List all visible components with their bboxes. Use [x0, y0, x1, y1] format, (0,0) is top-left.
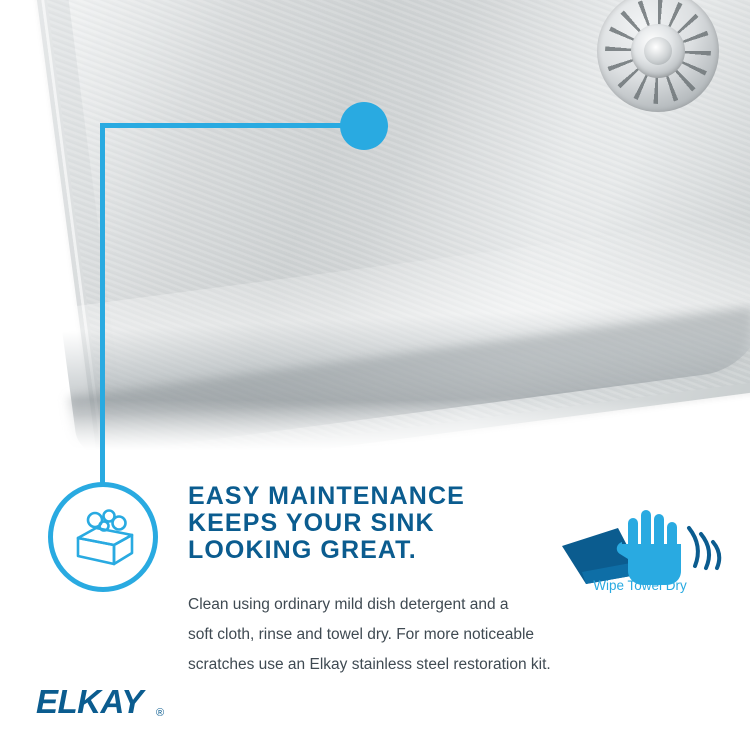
- body-line-1: Clean using ordinary mild dish detergent and a: [188, 596, 509, 613]
- photo-bottom-fade: [0, 400, 750, 470]
- body-line-3: scratches use an Elkay stainless steel restoration kit.: [188, 656, 551, 673]
- registered-mark: ®: [156, 707, 165, 719]
- body-line-2: soft cloth, rinse and towel dry. For more noticeable: [188, 626, 535, 643]
- headline-line-1: EASY MAINTENANCE: [188, 482, 465, 510]
- headline-line-3: LOOKING GREAT.: [188, 536, 417, 564]
- sponge-icon: [48, 482, 158, 592]
- body-copy: [188, 590, 560, 680]
- headline-line-2: KEEPS YOUR SINK: [188, 509, 435, 537]
- sink-drain: [597, 0, 719, 112]
- drain-hub-center: [644, 37, 672, 65]
- page-title: [188, 483, 518, 564]
- wipe-caption: Wipe Towel Dry: [593, 578, 687, 593]
- logo-wordmark: ELKAY: [36, 684, 143, 720]
- elkay-logo: [36, 684, 196, 720]
- callout-dot: [340, 102, 388, 150]
- callout-line-horizontal: [100, 123, 344, 128]
- callout-line-vertical: [100, 123, 105, 495]
